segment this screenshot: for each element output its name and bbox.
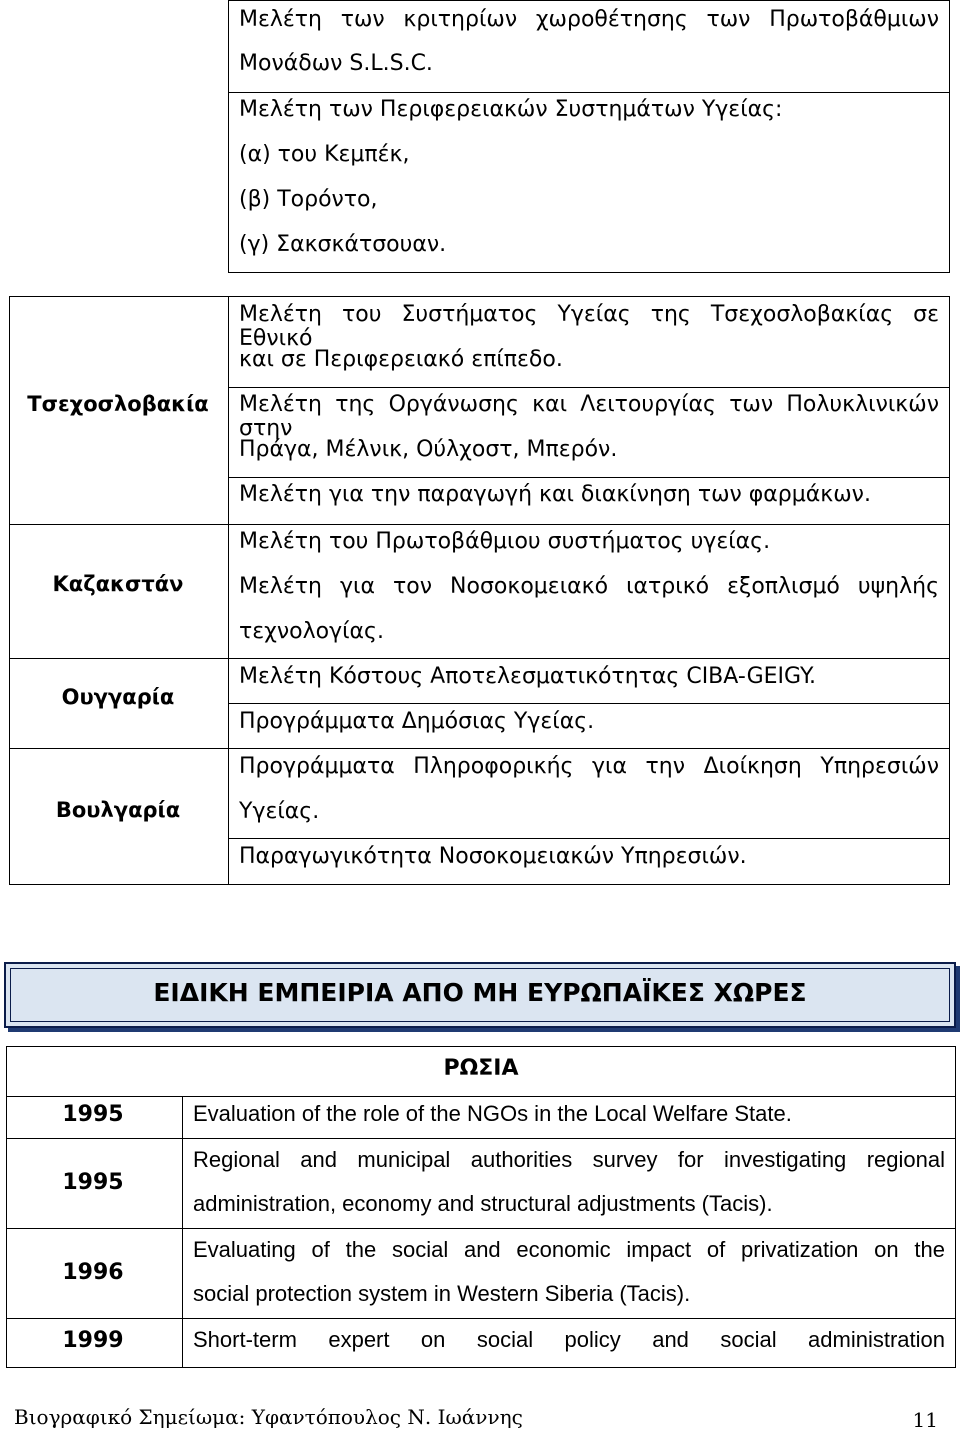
divider xyxy=(228,838,950,839)
divider xyxy=(6,1096,956,1097)
czech-row-1a: Μελέτη του Συστήματος Υγείας της Τσεχοσλοβακίας σε Εθνικό xyxy=(239,302,939,351)
russia-row-2-line-1: Regional and municipal authorities survey for investigating regional xyxy=(193,1147,945,1172)
year-cell: 1996 xyxy=(62,1260,124,1285)
kazakhstan-row-2b: τεχνολογίας. xyxy=(239,619,384,644)
bulgaria-row-1b: Υγείας. xyxy=(239,799,320,824)
divider xyxy=(9,658,228,659)
year-cell: 1995 xyxy=(62,1102,124,1127)
bulgaria-row-2: Παραγωγικότητα Νοσοκομειακών Υπηρεσιών. xyxy=(239,844,747,869)
divider xyxy=(228,387,950,388)
russia-row-2-line-2: administration, economy and structural adjustments (Tacis). xyxy=(193,1191,773,1216)
kazakhstan-row-1: Μελέτη του Πρωτοβάθμιου συστήματος υγείας. xyxy=(239,529,771,554)
divider xyxy=(9,748,228,749)
hungary-row-1: Μελέτη Κόστους Αποτελεσματικότητας CIBA-GEIGY. xyxy=(239,664,816,689)
czech-row-1b: και σε Περιφερειακό επίπεδο. xyxy=(239,347,563,372)
russia-row-3-line-2: social protection system in Western Siberia (Tacis). xyxy=(193,1281,691,1306)
divider xyxy=(228,524,950,525)
top-line-3: Μελέτη των Περιφερειακών Συστημάτων Υγείας: xyxy=(239,97,783,122)
country-bulgaria: Βουλγαρία xyxy=(55,798,181,822)
czech-row-2a: Μελέτη της Οργάνωσης και Λειτουργίας των Πολυκλινικών στην xyxy=(239,392,939,441)
hungary-row-2: Προγράμματα Δημόσιας Υγείας. xyxy=(239,709,595,734)
top-line-2: Μονάδων S.L.S.C. xyxy=(239,51,433,76)
divider xyxy=(6,1138,956,1139)
country-czechoslovakia: Τσεχοσλοβακία xyxy=(27,392,209,416)
divider xyxy=(228,703,950,704)
divider xyxy=(9,524,228,525)
country-hungary: Ουγγαρία xyxy=(61,685,175,709)
year-cell: 1995 xyxy=(62,1170,124,1195)
russia-row-1-text: Evaluation of the role of the NGOs in the Local Welfare State. xyxy=(193,1101,792,1126)
russia-row-4-text: Short-term expert on social policy and social administration xyxy=(193,1327,945,1352)
footer-author: Βιογραφικό Σημείωμα: Υφαντόπουλος Ν. Ιωάννης xyxy=(14,1405,523,1429)
top-line-6: (γ) Σακσκάτσουαν. xyxy=(239,232,447,257)
czech-row-2b: Πράγα, Μέλνικ, Ούλχοστ, Μπερόν. xyxy=(239,437,618,462)
russia-row-3-line-1: Evaluating of the social and economic impact of privatization on the xyxy=(193,1237,945,1262)
top-line-5: (β) Τορόντο, xyxy=(239,187,378,212)
divider xyxy=(228,477,950,478)
top-line-4: (α) του Κεμπέκ, xyxy=(239,142,410,167)
column-divider xyxy=(182,1096,183,1368)
divider xyxy=(228,658,950,659)
page-number: 11 xyxy=(912,1408,938,1432)
divider xyxy=(228,748,950,749)
top-line-1: Μελέτη των κριτηρίων χωροθέτησης των Πρωτοβάθμιων xyxy=(239,7,939,32)
czech-row-3: Μελέτη για την παραγωγή και διακίνηση των φαρμάκων. xyxy=(239,482,871,507)
section-banner xyxy=(4,962,956,1028)
russia-header: ΡΩΣΙΑ xyxy=(443,1056,519,1081)
section-title: ΕΙΔΙΚΗ ΕΜΠΕΙΡΙΑ ΑΠΟ ΜΗ ΕΥΡΩΠΑΪΚΕΣ ΧΩΡΕΣ xyxy=(153,978,807,1007)
bulgaria-row-1a: Προγράμματα Πληροφορικής για την Διοίκηση Υπηρεσιών xyxy=(239,754,939,779)
divider xyxy=(6,1318,956,1319)
kazakhstan-row-2a: Μελέτη για τον Νοσοκομειακό ιατρικό εξοπλισμό υψηλής xyxy=(239,574,939,599)
country-kazakhstan: Καζακστάν xyxy=(52,572,184,596)
divider xyxy=(228,92,950,93)
divider xyxy=(6,1228,956,1229)
year-cell: 1999 xyxy=(62,1328,124,1353)
